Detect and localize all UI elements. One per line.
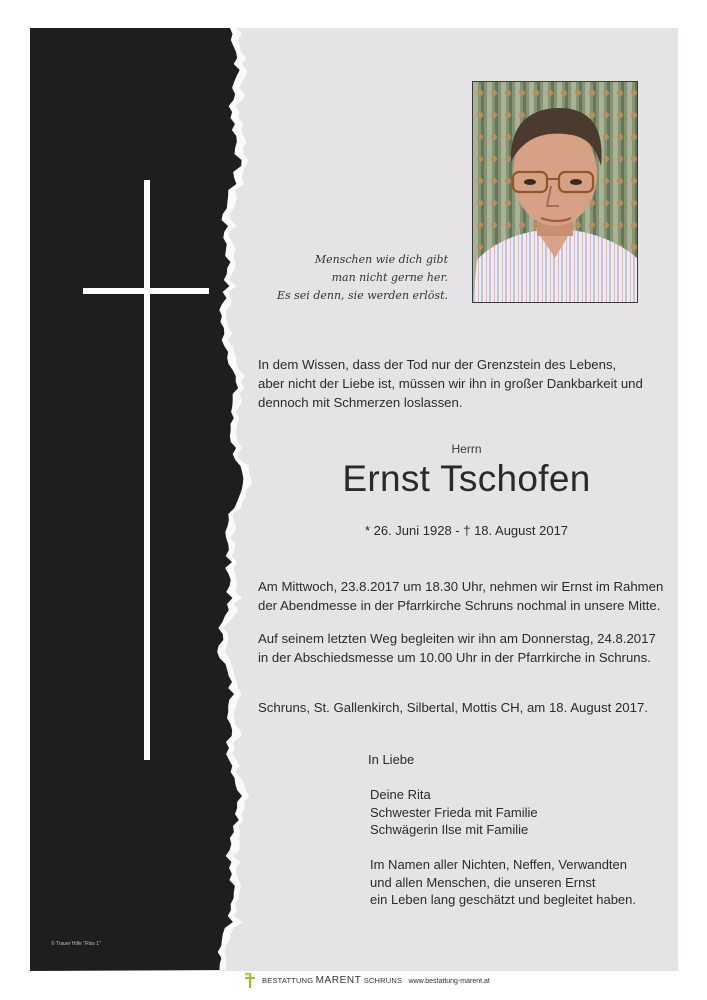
life-dates: * 26. Juni 1928 - † 18. August 2017 (364, 523, 569, 538)
cross-horizontal-bar (83, 288, 209, 294)
motto-line: Es sei denn, sie werden erlöst. (276, 289, 448, 302)
signature-line: ein Leben lang geschätzt und begleitet haben. (370, 892, 636, 907)
footer-website-link[interactable]: www.bestattung-marent.at (408, 978, 490, 985)
portrait-photo (472, 81, 638, 303)
footer-location: SCHRUNS (363, 976, 403, 985)
signature-line: Im Namen aller Nichten, Neffen, Verwandten (370, 857, 628, 872)
signature-line: Schwägerin Ilse mit Familie (370, 822, 529, 837)
salutation: Herrn (451, 442, 482, 456)
motto-line: Menschen wie dich gibt (314, 253, 448, 266)
footer-company (262, 975, 490, 986)
obituary-card (30, 28, 678, 971)
signature-family (370, 786, 538, 839)
footer-prefix: BESTATTUNG (262, 976, 314, 985)
mass-line: Am Mittwoch, 23.8.2017 um 18.30 Uhr, nehmen wir Ernst im Rahmen (258, 579, 664, 594)
signature-line: und allen Menschen, die unseren Ernst (370, 874, 596, 890)
motto-line: man nicht gerne her. (331, 271, 448, 284)
mass-paragraph (258, 577, 663, 615)
place-and-date: Schruns, St. Gallenkirch, Silbertal, Mottis CH, am 18. August 2017. (258, 700, 648, 715)
cross-leaf-logo-icon (243, 971, 257, 989)
mass-line: der Abendmesse in der Pfarrkirche Schruns nochmal in unsere Mitte. (258, 598, 661, 613)
intro-line: aber nicht der Liebe ist, müssen wir ihn in großer Dankbarkeit und (258, 376, 643, 391)
motto-quote (260, 251, 448, 305)
copyright-note: © Trauer Hilfe "Riss 1" (51, 941, 101, 947)
farewell-line: Auf seinem letzten Weg begleiten wir ihn am Donnerstag, 24.8.2017 (258, 631, 656, 646)
intro-line: dennoch mit Schmerzen loslassen. (258, 395, 463, 410)
farewell-line: in der Abschiedsmesse um 10.00 Uhr in der Pfarrkirche in Schruns. (258, 650, 651, 665)
intro-line: In dem Wissen, dass der Tod nur der Grenzstein des Lebens, (258, 357, 617, 372)
deceased-name: Ernst Tschofen (342, 458, 591, 499)
signature-line: Deine Rita (370, 787, 431, 802)
intro-paragraph (258, 355, 643, 412)
funeral-home-footer (0, 968, 707, 992)
signature-relatives (370, 856, 636, 909)
cross-vertical-bar (144, 180, 150, 760)
farewell-paragraph (258, 629, 656, 667)
footer-company-name: MARENT (315, 975, 362, 986)
signature-line: Schwester Frieda mit Familie (370, 804, 538, 820)
signature-opening: In Liebe (368, 752, 415, 767)
